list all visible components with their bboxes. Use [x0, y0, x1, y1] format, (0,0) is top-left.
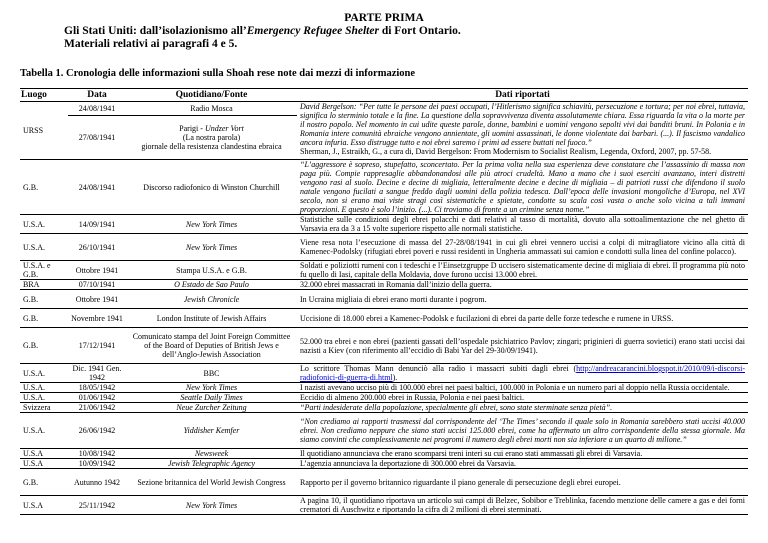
table-row: U.S.A. e G.B. Ottobre 1941 Stampa U.S.A. e G.B. Soldati e poliziotti rumeni con i tedeschi e l’Einsetzgruppe D uccisero sistematicamente decine di migliaia di ebrei. Il programma più noto fu quello di Iasi, capitale della Moldavia, dove furono uccisi 13.000 ebrei.: [20, 261, 748, 280]
table-row: U.S.A. 26/06/1942 Yiddisher Kemfer “Non crediamo ai rapporti trasmessi dal corrispondente del ‘The Times’ secondo il quale solo in Romania sarebbero stati uccisi 40.000 ebrei. Non crediamo neppure che siano stati uccisi 125.000 ebrei, come ha affermato un altro corrispondente della stessa giornale. Ma siamo convinti che complessivamente nei progromi il numero degli ebrei morti non sia inferiore a un quarto di milione.”: [20, 413, 748, 449]
table-title: Tabella 1. Cronologia delle informazioni sulla Shoah rese note dai mezzi di informazione: [20, 68, 416, 79]
table-row: U.S.A. 18/05/1942 New York Times I nazisti avevano ucciso più di 100.000 ebrei nei paesi baltici, 100.000 in Polonia e un numero pari al doppio nella Russia occidentale.: [20, 383, 748, 393]
table-row: U.S.A. 01/06/1942 Seattle Daily Times Eccidio di almeno 200.000 ebrei in Russia, Polonia e nei paesi baltici.: [20, 393, 748, 403]
section-subtitle: Materiali relativi ai paragrafi 4 e 5.: [64, 38, 238, 50]
col-dati: Dati riportati: [297, 89, 748, 102]
col-data: Data: [68, 89, 126, 102]
table-row: BRA 07/10/1941 O Estado de Sao Paulo 32.000 ebrei massacrati in Romania dall’inizio della guerra.: [20, 280, 748, 290]
table-row: URSS 24/08/1941 Radio Mosca David Bergelson: “Per tutte le persone dei paesi occupati, l’Hitlerismo significa schiavitù, persecuzione e tortura; per noi ebrei, tuttavia, significa lo sterminio totale e la fine. La questione della sopravvivenza diventa assolutamente chiara. Essa riguarda la vita o la morte per il nostro popolo. Nel momento in cui udite queste parole, donne, bambini e uomini vengono sepolti vivi dai banditi bruni. In Polonia e in Romania intere comunità ebraiche vengono annientate, gli uomini assassinati, le donne violentate dai barbari. (...). Il fascismo vandalico ancora infuria. Esso distrugge tutto e noi ebrei saremo i primi ad essere buttati nel fuoco.” Sherman, J., Estraikh, G., a cura di, David Bergelson: From Modernism to Socialist Realism, Legenda, Oxford, 2007, pp. 57-58.: [20, 102, 748, 116]
col-fonte: Quotidiano/Fonte: [126, 89, 297, 102]
table-row: U.S.A 25/11/1942 New York Times A pagina 10, il quotidiano riportava un articolo sui campi di Belzec, Sobibor e Treblinka, facendo menzione delle camere a gas e dei forni crematori di Auschwitz e riportando la cifra di 2 milioni di ebrei sterminati.: [20, 496, 748, 515]
table-row: G.B. Ottobre 1941 Jewish Chronicle In Ucraina migliaia di ebrei erano morti durante i pogrom.: [20, 290, 748, 309]
table-row: U.S.A. 26/10/1941 New York Times Viene resa nota l’esecuzione di massa del 27-28/08/1941 in cui gli ebrei vennero uccisi a colpi di mitragliatore vicino alla città di Kamenec-Podolsky (rifugiati ebrei poveri e russi residenti in Ungheria ammassati sui camion e condotti sulla linea del confine polacco).: [20, 234, 748, 261]
table-row: G.B. Autunno 1942 Sezione britannica del World Jewish Congress Rapporto per il governo britannico riguardante il piano generale di persecuzione degli ebrei europei.: [20, 469, 748, 496]
col-luogo: Luogo: [20, 89, 68, 102]
table-row: U.S.A 10/08/1942 Newsweek Il quotidiano annunciava che erano scomparsi treni interi su cui erano stati ammassati gli ebrei di Varsavia.: [20, 449, 748, 459]
table-row: U.S.A 10/09/1942 Jewish Telegraphic Agency L’agenzia annunciava la deportazione di 300.000 ebrei da Varsavia.: [20, 459, 748, 469]
table-row: G.B. 17/12/1941 Comunicato stampa del Joint Foreign Committee of the Board of Deputies of British Jews e dell’Anglo-Jewish Association 52.000 tra ebrei e non ebrei (pazienti gassati dell’ospedale psichiatrico Pavlov; zingari; priginieri di guerra sovietici) erano stati uccisi dai nazisti a Kiev (con riferimento all’eccidio di Babi Yar del 29-30/09/1941).: [20, 328, 748, 364]
section-title: Gli Stati Uniti: dall’isolazionismo all’Emergency Refugee Shelter di Fort Ontario.: [64, 25, 461, 37]
table-row: U.S.A. Dic. 1941 Gen. 1942 BBC Lo scrittore Thomas Mann denunciò alla radio i massacri subiti dagli ebrei (http://andreacarancini.blogspot.it/2010/09/i-discorsi-radiofonici-di-guerra-di.html).: [20, 364, 748, 383]
source-link[interactable]: http://andreacarancini.blogspot.it/2010/09/i-discorsi-radiofonici-di-guerra-di.html: [300, 364, 745, 382]
table-row: G.B. Novembre 1941 London Institute of Jewish Affairs Uccisione di 18.000 ebrei a Kamenec-Podolsk e fucilazioni di ebrei da parte delle forze tedesche e rumene in URSS.: [20, 309, 748, 328]
part-title: PARTE PRIMA: [344, 12, 424, 24]
table-row: 27/08/1941 Parigi - Undzer Vort (La nostra parola) giornale della resistenza clandestina ebraica: [20, 116, 748, 160]
table-row: G.B. 24/08/1941 Discorso radiofonico di Winston Churchill “L’aggressore è sopreso, stupefatto, sconcertato. Per la prima volta nella sua esperienza deve constatare che l’assassinio di massa non paga più. Compie rappresaglie abbandonandosi alle più atroci crudeltà. Mano a mano che i suoi eserciti avanzano, interi distretti vengono rasi al suolo. Decine e decine di migliaia, letteralmente decine e decine di migliaia – di patrioti russi che difendono il suolo natale vengono fucilati a sangue freddo dagli uomini della polizia tedesca. Dall’epoca delle invasioni mongoliche d’Europa, nel XVI secolo, non si erano mai viste stragi così sistematiche e spietate, condotte su scala così vasta o anche solo vicina a tali immani proporzioni. E questo è solo l’inizio. (...). Ci troviamo di fronte a un crimine senza nome.”: [20, 160, 748, 215]
table-row: U.S.A. 14/09/1941 New York Times Statistiche sulle condizioni degli ebrei polacchi e dati relativi al tasso di mortalità, dovuto alla sottoalimentazione che nel ghetto di Varsavia era da 3 a 15 volte superiore rispetto alle normali statistiche.: [20, 215, 748, 234]
table-row: Svizzera 21/06/1942 Neue Zurcher Zeitung “Parti indesiderate della popolazione, specialmente gli ebrei, sono state sterminate senza pietà”.: [20, 403, 748, 413]
page-heading: [20, 12, 748, 51]
chronology-table: [20, 88, 748, 515]
